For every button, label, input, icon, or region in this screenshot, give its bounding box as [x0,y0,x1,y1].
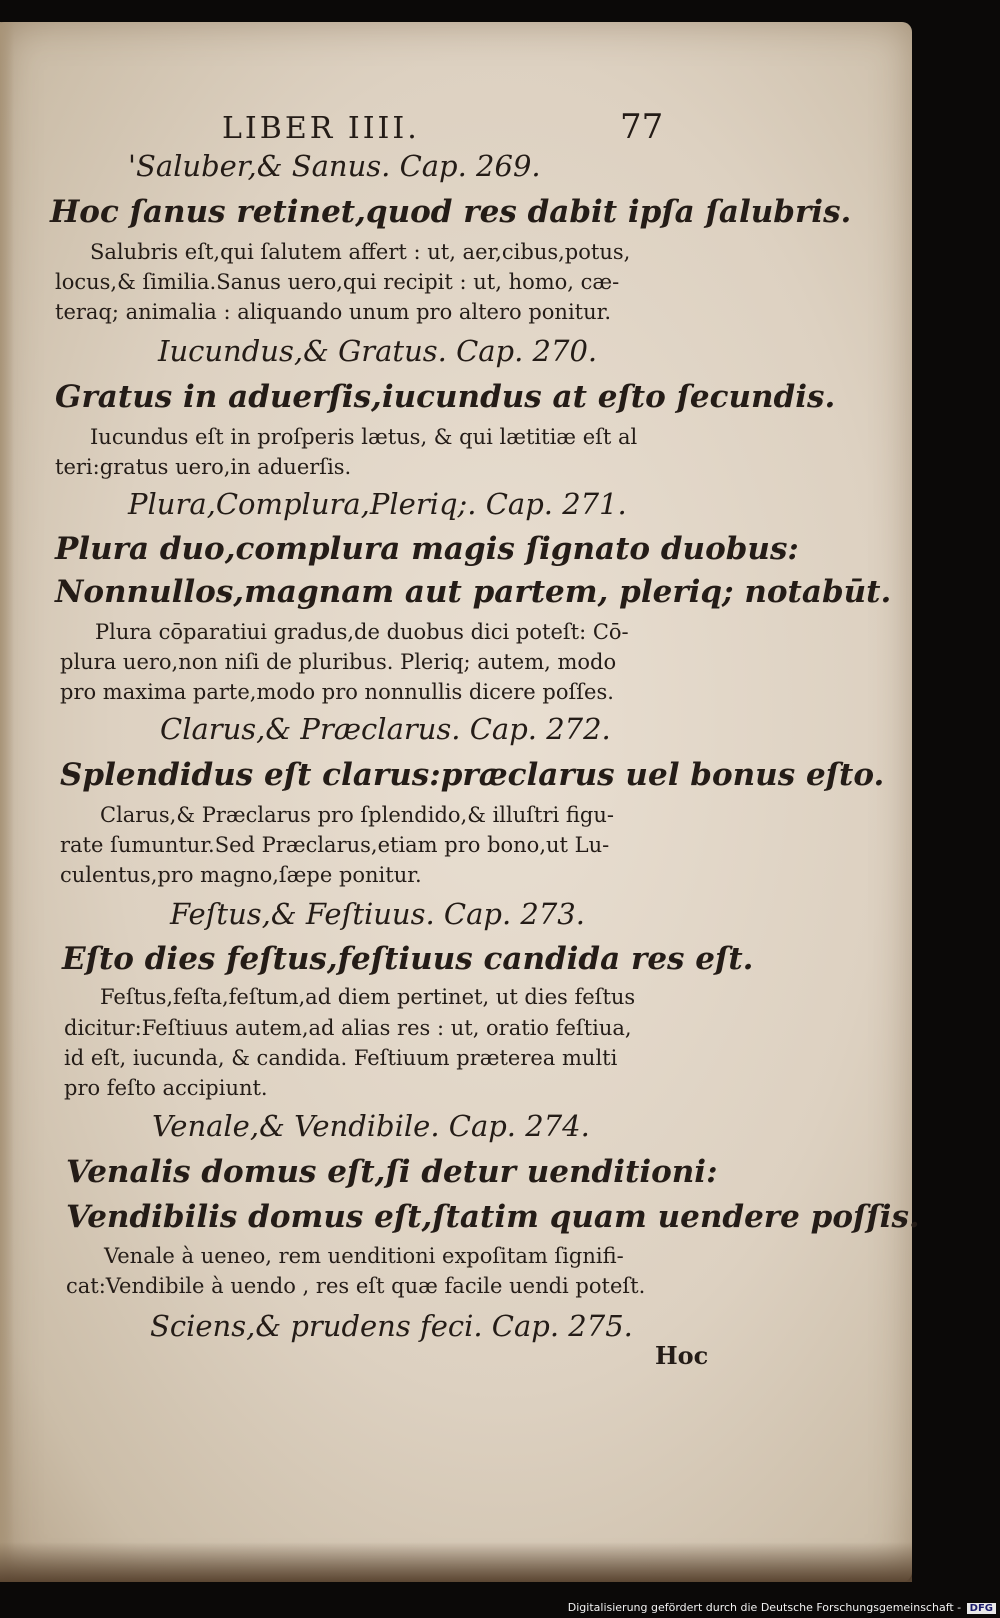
chapter-title: 'Saluber,& Sanus. Cap. 269. [128,149,541,183]
prose-line: teri:gratus uero,in aduerſis. [55,455,352,479]
verse-line: Gratus in aduerſis,iucundus at eſto ſecundis. [55,379,836,415]
book-page [0,22,920,1582]
chapter-title: Plura,Complura,Pleriq;. Cap. 271. [128,487,627,521]
prose-line: Clarus,& Præclarus pro ſplendido,& illuſtri figu- [100,803,614,827]
prose-line: plura uero,non niſi de pluribus. Pleriq; autem, modo [60,650,617,674]
verse-line: Eſto dies feſtus,feſtiuus candida res eſt. [62,941,754,977]
prose-line: culentus,pro magno,ſæpe ponitur. [60,863,422,887]
prose-line: Salubris eſt,qui ſalutem affert : ut, aer,cibus,potus, [90,240,631,264]
prose-line: Feſtus,feſta,feſtum,ad diem pertinet, ut dies feſtus [100,985,636,1009]
prose-line: locus,& ſimilia.Sanus uero,qui recipit : ut, homo, cæ- [55,270,620,294]
page-left-edge [0,22,14,1582]
chapter-title: Venale,& Vendibile. Cap. 274. [152,1109,590,1143]
prose-line: Plura cōparatiui gradus,de duobus dici poteſt: Cō- [95,620,629,644]
chapter-title: Feſtus,& Feſtiuus. Cap. 273. [170,897,585,931]
prose-line: pro feſto accipiunt. [64,1076,268,1100]
chapter-title: Sciens,& prudens feci. Cap. 275. [150,1309,633,1343]
catchword: Hoc [655,1341,709,1370]
verse-line: Splendidus eſt clarus:præclarus uel bonus eſto. [60,757,885,793]
page-bottom-edge [0,1542,912,1582]
chapter-title: Iucundus,& Gratus. Cap. 270. [158,334,598,368]
page-number: 77 [620,107,664,147]
prose-line: id eſt, iucunda, & candida. Feſtiuum præterea multi [64,1046,618,1070]
verse-line: Venalis domus eſt,ſi detur uenditioni: [66,1154,718,1190]
verse-line: Plura duo,complura magis ſignato duobus: [55,531,799,567]
prose-line: dicitur:Feſtiuus autem,ad alias res : ut, oratio feſtiua, [64,1016,632,1040]
verse-line: Vendibilis domus eſt,ſtatim quam uendere poſſis. [66,1199,920,1235]
digitization-credit [568,1601,996,1614]
prose-line: cat:Vendibile à uendo , res eſt quæ facile uendi poteſt. [66,1274,646,1298]
prose-line: pro maxima parte,modo pro nonnullis dicere poſſes. [60,680,614,704]
verse-line: Hoc ſanus retinet,quod res dabit ipſa ſalubris. [50,194,852,230]
chapter-title: Clarus,& Præclarus. Cap. 272. [160,712,611,746]
running-title: LIBER IIII. [222,111,420,146]
prose-line: Venale à ueneo, rem uenditioni expoſitam ſignifi- [104,1244,624,1268]
prose-line: teraq; animalia : aliquando unum pro altero ponitur. [55,300,612,324]
prose-line: Iucundus eſt in proſperis lætus, & qui lætitiæ eſt al [90,425,638,449]
verse-line: Nonnullos,magnam aut partem, pleriq; notabūt. [55,574,892,610]
prose-line: rate ſumuntur.Sed Præclarus,etiam pro bono,ut Lu- [60,833,610,857]
footer-text: Digitalisierung gefördert durch die Deutsche Forschungsgemeinschaft - [567,1601,962,1614]
dfg-logo: DFG [967,1603,996,1614]
